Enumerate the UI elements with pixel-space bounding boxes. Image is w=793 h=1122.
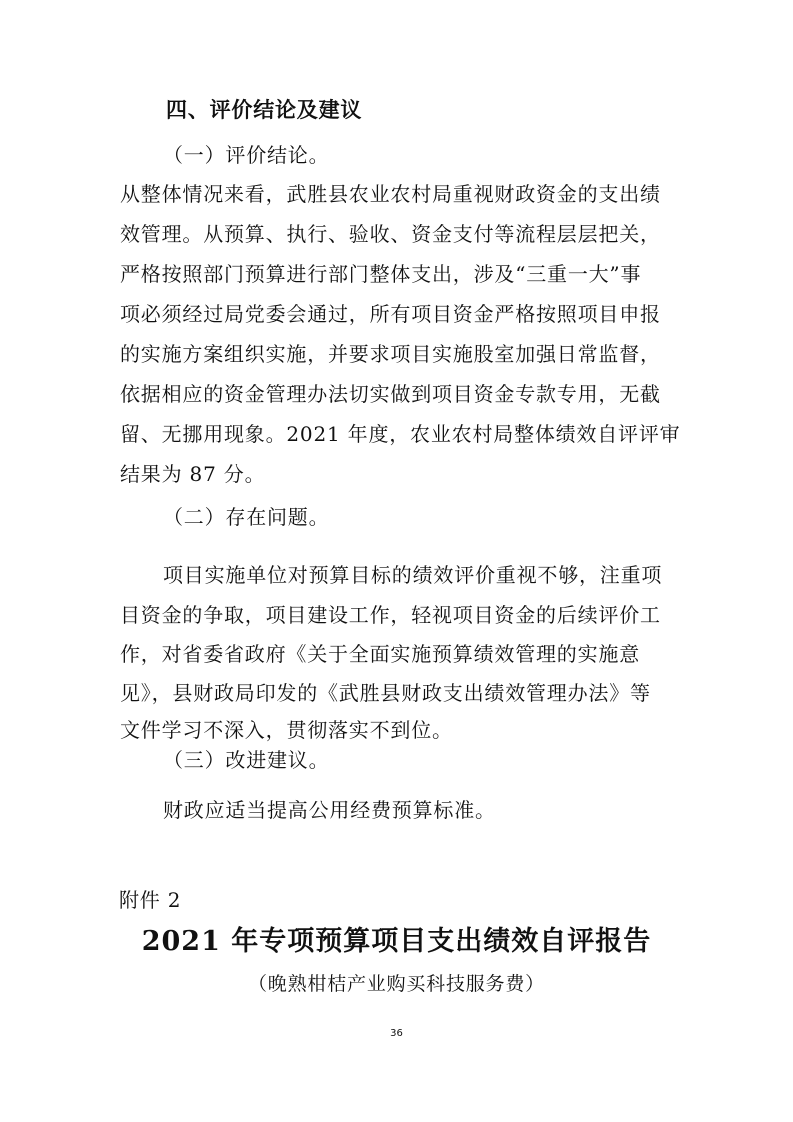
paragraph-line: 留、无挪用现象。2021 年度，农业农村局整体绩效自评评审 <box>120 422 681 446</box>
paragraph-line: 严格按照部门预算进行部门整体支出，涉及“三重一大”事 <box>120 262 642 286</box>
paragraph-line: 作，对省委省政府《关于全面实施预算绩效管理的实施意 <box>120 642 640 666</box>
attachment-label: 附件 2 <box>119 888 182 912</box>
paragraph-line: 从整体情况来看，武胜县农业农村局重视财政资金的支出绩 <box>120 182 661 206</box>
paragraph-line: 见》，县财政局印发的《武胜县财政支出绩效管理办法》等 <box>120 681 651 705</box>
conclusion-heading: （一）评价结论。 <box>163 143 330 167</box>
paragraph-line: 项必须经过局党委会通过，所有项目资金严格按照项目申报 <box>120 302 661 326</box>
report-title: 2021 年专项预算项目支出绩效自评报告 <box>141 926 652 957</box>
paragraph-line: 项目实施单位对预算目标的绩效评价重视不够，注重项 <box>163 563 663 587</box>
paragraph-line: 效管理。从预算、执行、验收、资金支付等流程层层把关， <box>120 222 661 246</box>
paragraph-line: 的实施方案组织实施，并要求项目实施股室加强日常监督， <box>120 342 661 366</box>
problems-heading: （二）存在问题。 <box>163 505 330 529</box>
paragraph-line: 目资金的争取，项目建设工作，轻视项目资金的后续评价工 <box>120 603 661 627</box>
page-number: 36 <box>390 1028 403 1039</box>
paragraph-line: 文件学习不深入，贯彻落实不到位。 <box>120 718 453 742</box>
report-subtitle: （晚熟柑桔产业购买科技服务费） <box>247 973 545 995</box>
section-heading: 四、评价结论及建议 <box>166 98 363 122</box>
suggestions-heading: （三）改进建议。 <box>163 748 330 772</box>
paragraph-line: 结果为 87 分。 <box>120 462 266 486</box>
paragraph-line: 依据相应的资金管理办法切实做到项目资金专款专用，无截 <box>120 382 661 406</box>
paragraph-line: 财政应适当提高公用经费预算标准。 <box>163 798 496 822</box>
